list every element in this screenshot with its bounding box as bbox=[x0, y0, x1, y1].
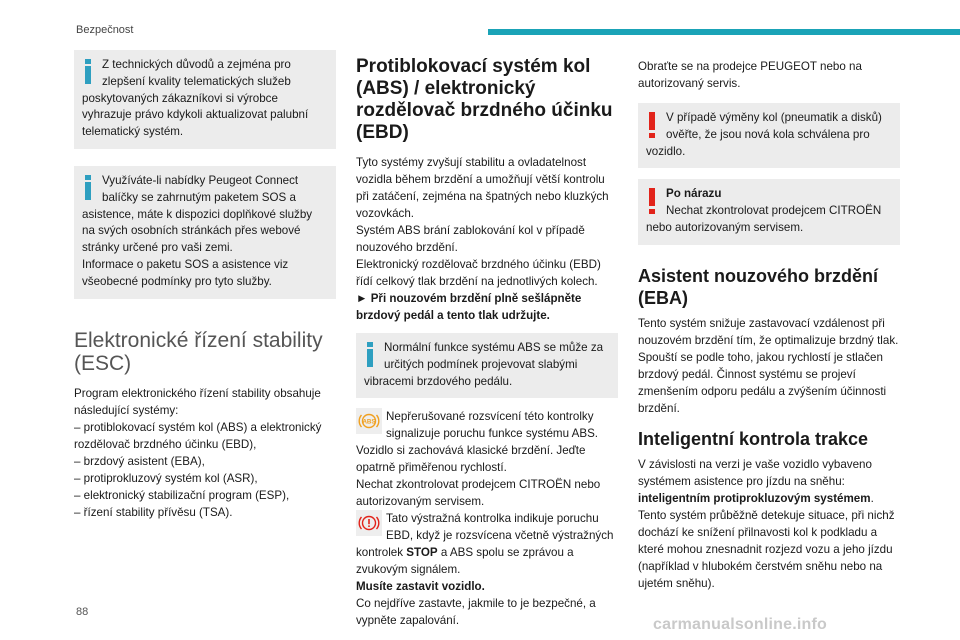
heading-esc: Elektronické řízení stability (ESC) bbox=[74, 328, 323, 375]
paragraph: Spouští se podle toho, jakou rychlostí je stlačen brzdový pedál. Činnost systému se projeví zmenšením odporu pedálu a zvýšením účinnosti brzdění. bbox=[638, 350, 887, 415]
list-item: – protiblokovací systém kol (ABS) a elektronický rozdělovač brzdného účinku (EBD), bbox=[74, 420, 322, 451]
column-1 bbox=[74, 50, 336, 521]
eba-body bbox=[638, 315, 900, 417]
paragraph: Elektronický rozdělovač brzdného účinku (EBD) řídí celkový tlak brzdění na jednotlivých kolech. bbox=[356, 258, 601, 288]
paragraph: Program elektronického řízení stability obsahuje následující systémy: bbox=[74, 386, 321, 417]
warning-exclamation-icon bbox=[646, 188, 658, 214]
text-run: V závislosti na verzi je vaše vozidlo vybaveno systémem asistence pro jízdu na sněhu: bbox=[638, 457, 872, 488]
paragraph: Obraťte se na prodejce PEUGEOT nebo na autorizovaný servis. bbox=[638, 60, 862, 90]
esc-body bbox=[74, 385, 336, 521]
list-item: – brzdový asistent (EBA), bbox=[74, 454, 205, 468]
column-3 bbox=[638, 58, 900, 592]
paragraph: Tento systém průběžně detekuje situace, při nichž dochází ke snížení přilnavosti kol k podkladu a které mohou znesnadnit rozjezd vozu a jeho jízdu (například v hlubokém čerstvém sněhu nebo na ujetém sněhu). bbox=[638, 508, 895, 590]
note-title: Po nárazu bbox=[666, 187, 722, 201]
paragraph bbox=[638, 456, 900, 507]
abs-body bbox=[356, 154, 618, 324]
heading-traction: Inteligentní kontrola trakce bbox=[638, 428, 869, 449]
heading-eba: Asistent nouzového brzdění (EBA) bbox=[638, 265, 879, 308]
abs-lamp-label: ABS bbox=[362, 418, 376, 426]
info-icon bbox=[82, 175, 94, 201]
paragraph: Vozidlo si zachovává klasické brzdění. Jeďte opatrně přiměřenou rychlostí. bbox=[356, 444, 586, 475]
warning-note-wheels bbox=[638, 103, 900, 168]
note-text: Nechat zkontrolovat prodejcem CITROËN nebo autorizovaným servisem. bbox=[646, 204, 882, 234]
instruction-bold: Musíte zastavit vozidlo. bbox=[356, 580, 485, 594]
info-icon bbox=[82, 59, 94, 85]
info-note-connect bbox=[74, 166, 336, 299]
list-item: – protiprokluzový systém kol (ASR), bbox=[74, 471, 258, 485]
brake-lamp-section bbox=[356, 510, 618, 629]
text-run-bold: inteligentním protiprokluzovým systémem bbox=[638, 491, 871, 505]
warning-note-impact bbox=[638, 179, 900, 244]
info-note-abs-vibration bbox=[356, 333, 618, 398]
info-icon bbox=[364, 342, 376, 368]
note-text: Využíváte-li nabídky Peugeot Connect balíčky se zahrnutým paketem SOS a asistence, máte k dispozici doplňkové služby na svých osobních stránkách přes webové stránky určené pro vaši zemi. bbox=[82, 173, 313, 255]
note-text: Informace o paketu SOS a asistence viz všeobecné podmínky pro tyto služby. bbox=[82, 257, 289, 288]
paragraph: Systém ABS brání zablokování kol v případě nouzového brzdění. bbox=[356, 224, 585, 254]
paragraph: Tento systém snižuje zastavovací vzdálenost při nouzovém brzdění tím, že optimalizuje brzdný tlak. bbox=[638, 316, 899, 347]
brake-warning-lamp-icon bbox=[356, 510, 382, 536]
note-text: Z technických důvodů a zejména pro zlepšení kvality telematických služeb poskytovaných zákazníkovi si výrobce vyhrazuje právo kdykoli aktualizovat palubní telematický systém. bbox=[82, 58, 309, 139]
text-run: Tato výstražná kontrolka indikuje poruchu EBD, když je rozsvícena včetně výstražných kontrolek bbox=[356, 512, 614, 560]
abs-lamp-section bbox=[356, 408, 618, 510]
text-run: a ABS spolu se zprávou a zvukovým signálem. bbox=[356, 546, 574, 577]
list-item: – řízení stability přívěsu (TSA). bbox=[74, 505, 233, 519]
col3-intro bbox=[638, 58, 900, 92]
list-item: – elektronický stabilizační program (ESP), bbox=[74, 488, 290, 502]
section-title: Bezpečnost bbox=[76, 24, 134, 36]
paragraph: Nechat zkontrolovat prodejcem CITROËN nebo autorizovaným servisem. bbox=[356, 478, 601, 509]
header-accent-bar bbox=[488, 29, 960, 35]
paragraph: Tyto systémy zvyšují stabilitu a ovladatelnost vozidla během brzdění a umožňují větší kontrolu při zatáčení, zejména na špatných nebo kluzkých vozovkách. bbox=[356, 156, 609, 220]
warning-exclamation-icon bbox=[646, 112, 658, 138]
heading-abs: Protiblokovací systém kol (ABS) / elektronický rozdělovač brzdného účinku (EBD) bbox=[356, 56, 613, 143]
text-run: . bbox=[870, 491, 874, 505]
column-2 bbox=[356, 56, 618, 629]
info-note-telematics bbox=[74, 50, 336, 149]
paragraph: Nepřerušované rozsvícení této kontrolky signalizuje poruchu funkce systému ABS. bbox=[386, 410, 599, 441]
stop-label: STOP bbox=[406, 546, 438, 560]
note-text: V případě výměny kol (pneumatik a disků) ověřte, že jsou nová kola schválena pro vozidlo. bbox=[646, 111, 882, 158]
watermark: carmanualsonline.info bbox=[653, 616, 828, 633]
paragraph bbox=[356, 510, 618, 578]
abs-warning-lamp-icon bbox=[356, 408, 382, 434]
traction-body bbox=[638, 456, 900, 592]
instruction-bold: ► Při nouzovém brzdění plně sešlápněte brzdový pedál a tento tlak udržujte. bbox=[356, 292, 582, 322]
page-number: 88 bbox=[76, 606, 89, 618]
note-text: Normální funkce systému ABS se může za určitých podmínek projevovat slabými vibracemi brzdového pedálu. bbox=[364, 341, 604, 388]
paragraph: Co nejdříve zastavte, jakmile to je bezpečné, a vypněte zapalování. bbox=[356, 597, 596, 628]
